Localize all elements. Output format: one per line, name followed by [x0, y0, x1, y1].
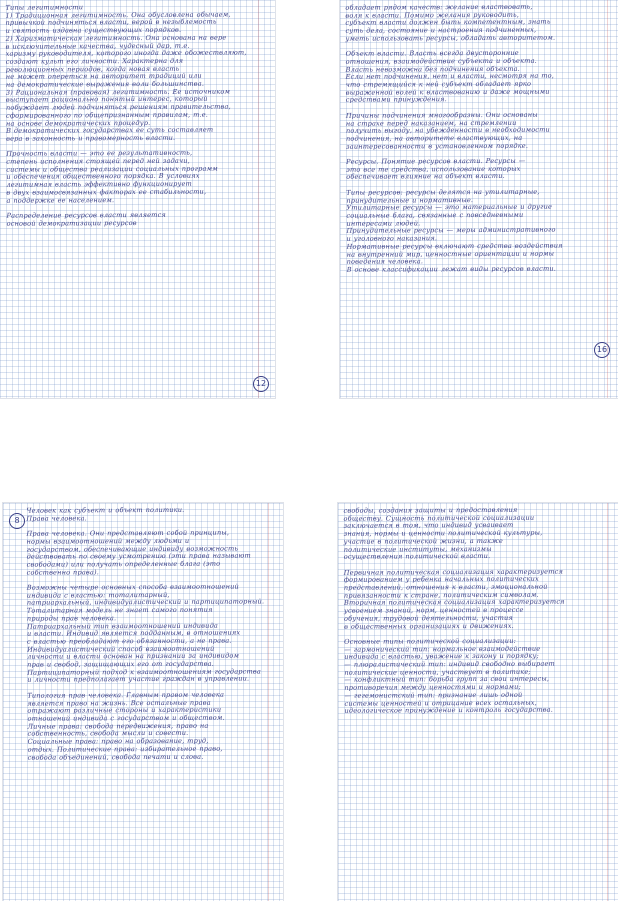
handwritten-text: Человек как субъект и объект политики. Права человека. Права человека. Они представляют собой принципы, нормы взаимоотношений между людьми и государством, обеспечивающие индивиду возможность действовать по своему усмотрению (эти права называют свободами) или получать определенные блага (это собственно права). Возможны четыре основных способа взаимоотношений индивида с властью: тоталитарный, патриархальный, индивидуалистический и партиципаторный. Тоталитарная модель не знает самого понятия природы прав человека. Патриархальный тип взаимоотношений индивида и власти. Индивид является подданным, в отношениях с властью преобладают его обязанности, а не права. Индивидуалистический способ взаимоотношений личности и власти основан на признании за индивидом прав и свобод, защищающих его от государства. Партиципаторный подход к взаимоотношениям государства и личности предполагает участие граждан в управлении. Типология прав человека. Главным правом человека является право на жизнь. Все остальные права отражают различные стороны и характеристики отношений индивида с государством и обществом. Личные права: свобода передвижения, право на собственность, свобода мысли и совести. Социальные права: право на образование, труд, отдых. Политические права: избирательное право, свобода объединений, свобода печати и слова. — [26, 505, 265, 762]
handwritten-text: Типы легитимности 1) Традиционная легитимность. Она обусловлена обычаем, привычкой подчиняться власти, верой в незыблемость и святость издавна существующих порядков. 2) Харизматическая легитимность. Она основана на вере в исключительные качества, чудесный дар, т.е. харизму руководителя, которого иногда даже обожествляют, создают культ его личности. Характерна для революционных периодов, когда новая власть не может опереться на авторитет традиций или на демократические выражения воли большинства. 3) Рациональная (правовая) легитимность. Ее источником выступает рационально понятый интерес, который побуждает людей подчиняться решениям правительства, сформированного по общепризнанным правилам, т.е. на основе демократических процедур. В демократических государствах ее суть составляет вера в законность и правомерность власти. Прочность власти — это ее результативность, степень исполнения стоящей перед ней задачи, системы и общества реализации социальных программ и обеспечения общественного порядка. В условиях легитимная власть эффективно функционирует в двух взаимосвязанных факторах ее стабильности, а поддержке ее населением. Распределение ресурсов власти является основой демократизации ресурсов — [5, 3, 247, 228]
notebook-page-bottom-left — [3, 503, 283, 901]
handwritten-text: обладает рядом качеств: желание властвовать, воля к власти. Помимо желания руководить, субъект власти должен быть компетентным, знать суть дела, состояние и настроения подчиненных, уметь использовать ресурсы, обладать авторитетом. Объект власти. Власть всегда двусторонние отношения, взаимодействие субъекта и объекта. Власть невозможна без подчинения объекта. Если нет подчинения, нет и власти, несмотря на то, что стремящийся к ней субъект обладает ярко выраженной волей к властвованию и даже мощными средствами принуждения. Причины подчинения многообразны. Они основаны на страхе перед наказанием, на стремлении получить выгоду, на убежденности в необходимости подчинения, на авторитете властвующих, на заинтересованности в установленном порядке. Ресурсы. Понятие ресурсов власти. Ресурсы — это все те средства, использование которых обеспечивает влияние на объект власти. Типы ресурсов: ресурсы делятся на утилитарные, принудительные и нормативные. Утилитарные ресурсы — это материальные и другие социальные блага, связанные с повседневными интересами людей. Принудительные ресурсы — меры административного и уголовного наказания. Нормативные ресурсы включают средства воздействия на внутренний мир, ценностные ориентации и нормы поведения человека. В основе классификации лежат виды ресурсов власти. — [345, 2, 563, 274]
notebook-page-bottom-right — [338, 503, 618, 901]
handwritten-text: свободы, создания защиты и предоставления обществу. Сущность политической социализации заключается в том, что индивид усваивает знания, нормы и ценности политической культуры, участие в политической жизни, а также политические институты, механизмы осуществления политической власти. Первичная политическая социализация характеризуется формированием у ребенка начальных политических представлений, отношения к власти, эмоциональной привязанности к стране, политическим символам. Вторичная политическая социализация характеризуется усвоением знаний, норм, ценностей в процессе обучения, трудовой деятельности, участия в общественных организациях и движениях. Основные типы политической социализации: — гармонический тип: нормальное взаимодействие индивида с властью, уважение к закону и порядку; — плюралистический тип: индивид свободно выбирает политические ценности, участвует в политике; — конфликтный тип: борьба групп за свои интересы, противоречия между ценностями и нормами; — гегемонистский тип: признание лишь одной системы ценностей и отрицание всех остальных, идеологическое принуждение и контроль государства. — [343, 505, 565, 715]
page-number: 16 — [594, 342, 610, 358]
page-number: 12 — [253, 376, 269, 392]
notebook-page-top-right — [340, 0, 618, 398]
notebook-page-top-left — [0, 0, 275, 398]
page-number: 8 — [9, 513, 25, 529]
